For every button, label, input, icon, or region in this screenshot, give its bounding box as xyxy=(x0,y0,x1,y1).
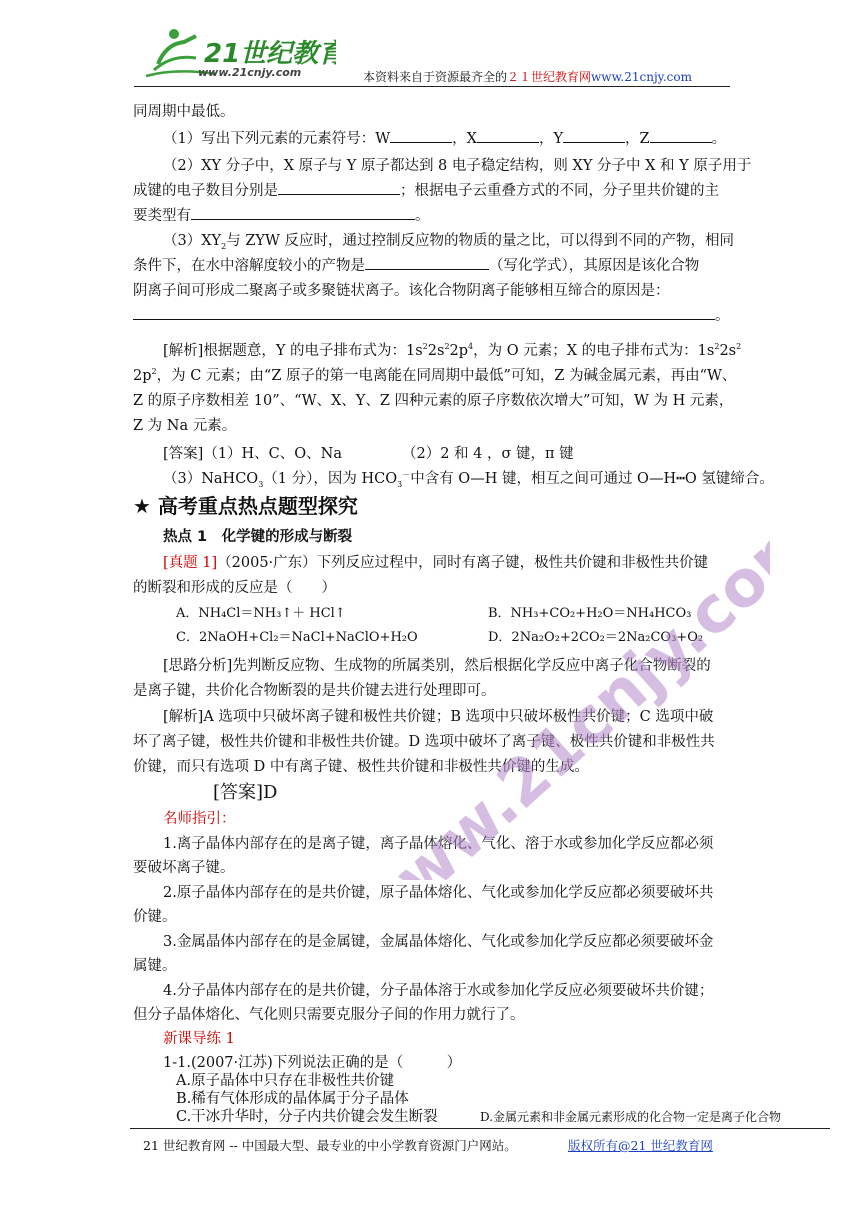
practice-option-b: B.稀有气体形成的晶体属于分子晶体 xyxy=(176,1091,409,1107)
watermark-text: www.21cnjy.com xyxy=(336,498,770,880)
hotspot-title: 热点 1 化学键的形成与断裂 xyxy=(163,529,353,545)
analysis-line4: Z 为 Na 元素。 xyxy=(133,418,237,434)
tip-2-line1: 2.原子晶体内部存在的是共价键，原子晶体熔化、气化或参加化学反应都必须要破坏共 xyxy=(163,885,714,901)
footer-copyright-link[interactable]: 版权所有@21 世纪教育网 xyxy=(568,1138,713,1153)
option-b: B．NH₃+CO₂+H₂O＝NH₄HCO₃ xyxy=(488,606,692,621)
question-2-line2: 成键的电子数目分别是 ；根据电子云重叠方式的不同，分子里共价键的主 xyxy=(133,180,719,202)
practice-option-c: C.干冰升华时，分子内共价键会发生断裂 xyxy=(176,1109,438,1125)
header-note xyxy=(363,68,692,85)
tip-4-line1: 4.分子晶体内部存在的是共价键，分子晶体溶于水或参加化学反应必须要破坏共价键； xyxy=(163,983,714,999)
practice-option-a: A.原子晶体中只存在非极性共价键 xyxy=(176,1073,395,1089)
solution-line1: [解析]A 选项中只破坏离子键和极性共价键；B 选项中只破坏极性共价键；C 选项中破 xyxy=(163,709,714,725)
footer-divider xyxy=(130,1128,830,1129)
thinking-line2: 是离子键，共价化合物断裂的是共价键去进行处理即可。 xyxy=(133,683,496,699)
header-note-brand[interactable]: ２１世纪教育网 xyxy=(507,70,592,84)
answer-d: [答案]D xyxy=(213,782,278,803)
analysis-line3: Z 的原子序数相差 10”、“W、X、Y、Z 四种元素的原子序数依次增大”可知，W 为 H 元素， xyxy=(133,393,734,409)
tip-4-line2: 但分子晶体熔化、气化则只需要克服分子间的作用力就行了。 xyxy=(133,1007,525,1023)
site-logo xyxy=(136,24,336,84)
practice-question: 1-1.(2007·江苏)下列说法正确的是（ ） xyxy=(163,1055,462,1071)
tip-3-line2: 属键。 xyxy=(133,958,177,974)
exam-question-line2: 的断裂和形成的反应是（ ） xyxy=(133,580,336,596)
question-2-line1: （2）XY 分子中，X 原子与 Y 原子都达到 8 电子稳定结构，则 XY 分子中 X 和 Y 原子用于 xyxy=(163,158,752,174)
header-divider xyxy=(134,86,730,87)
practice-title: 新课导练 1 xyxy=(163,1031,235,1047)
thinking-line1: [思路分析]先判断反应物、生成物的所属类别，然后根据化学反应中离子化合物断裂的 xyxy=(163,658,711,674)
tips-title: 名师指引： xyxy=(163,811,236,827)
option-d: D．2Na₂O₂+2CO₂＝2Na₂CO₃+O₂ xyxy=(488,630,704,645)
logo-text: 21世纪教育 xyxy=(204,39,336,69)
footer-text: 21 世纪教育网 -- 中国最大型、最专业的中小学教育资源门户网站。 xyxy=(143,1138,517,1153)
question-3-line2: 条件下，在水中溶解度较小的产物是 （写化学式），其原因是该化合物 xyxy=(133,255,699,277)
question-3-blank: 。 xyxy=(133,305,730,327)
analysis-line1: [解析]根据题意，Y 的电子排布式为：$1s^22s^22p^4$，为 O 元素；X 的电子排布式为：$1s^22s^2$ xyxy=(163,342,742,359)
logo-url: www.21cnjy.com xyxy=(198,66,302,79)
tip-3-line1: 3.金属晶体内部存在的是金属键，金属晶体熔化、气化或参加化学反应都必须要破坏金 xyxy=(163,934,714,950)
practice-option-d: D.金属元素和非金属元素形成的化合物一定是离子化合物 xyxy=(480,1110,782,1124)
section-title: ★ 高考重点热点题型探究 xyxy=(133,494,358,518)
solution-line3: 价键，而只有选项 D 中有离子键、极性共价键和非极性共价键的生成。 xyxy=(133,759,589,775)
option-c: C．2NaOH+Cl₂＝NaCl+NaClO+H₂O xyxy=(176,630,418,645)
tip-1-line2: 要破坏离子键。 xyxy=(133,860,235,876)
header-note-site[interactable]: www.21cnjy.com xyxy=(591,70,692,84)
header-note-prefix: 本资料来自于资源最齐全的 xyxy=(363,70,508,84)
answer-line2: （3）NaHCO$_3$（1 分），因为 $HCO_3^-$中含有 O—H 键，相互之间可通过 O—H┅O 氢键缔合。 xyxy=(163,470,774,489)
question-3-line3: 阴离子间可形成二聚离子或多聚链状离子。该化合物阴离子能够相互缔合的原因是： xyxy=(133,283,670,299)
question-1: （1）写出下列元素的元素符号：W ，X ，Y ，Z 。 xyxy=(163,128,726,150)
text-line: 同周期中最低。 xyxy=(133,104,235,120)
exam-question-tag: [真题 1] xyxy=(163,555,218,571)
analysis-line2: $2p^2$，为 C 元素；由“Z 原子的第一电离能在同周期中最低”可知，Z 为碱金属元素，再由“W、 xyxy=(133,367,737,384)
tip-2-line2: 价键。 xyxy=(133,909,177,925)
question-3-line1: $(3)XY_2$与 ZYW 反应时，通过控制反应物的物质的量之比，可以得到不同的产物，相同 xyxy=(163,233,734,251)
exam-question-line1: [真题 1]（2005·广东）下列反应过程中，同时有离子键，极性共价键和非极性共价键 xyxy=(163,555,709,571)
solution-line2: 坏了离子键，极性共价键和非极性共价键。D 选项中破坏了离子键、极性共价键和非极性共 xyxy=(133,734,715,750)
question-2-line3: 要类型有 。 xyxy=(133,205,430,227)
option-a: A．NH₄Cl＝NH₃↑＋ HCl↑ xyxy=(176,606,346,621)
answer-line1: [答案]（1）H、C、O、Na （2）2 和 4 ，σ 键，π 键 xyxy=(163,446,574,462)
tip-1-line1: 1.离子晶体内部存在的是离子键，离子晶体熔化、气化、溶于水或参加化学反应都必须 xyxy=(163,836,714,852)
